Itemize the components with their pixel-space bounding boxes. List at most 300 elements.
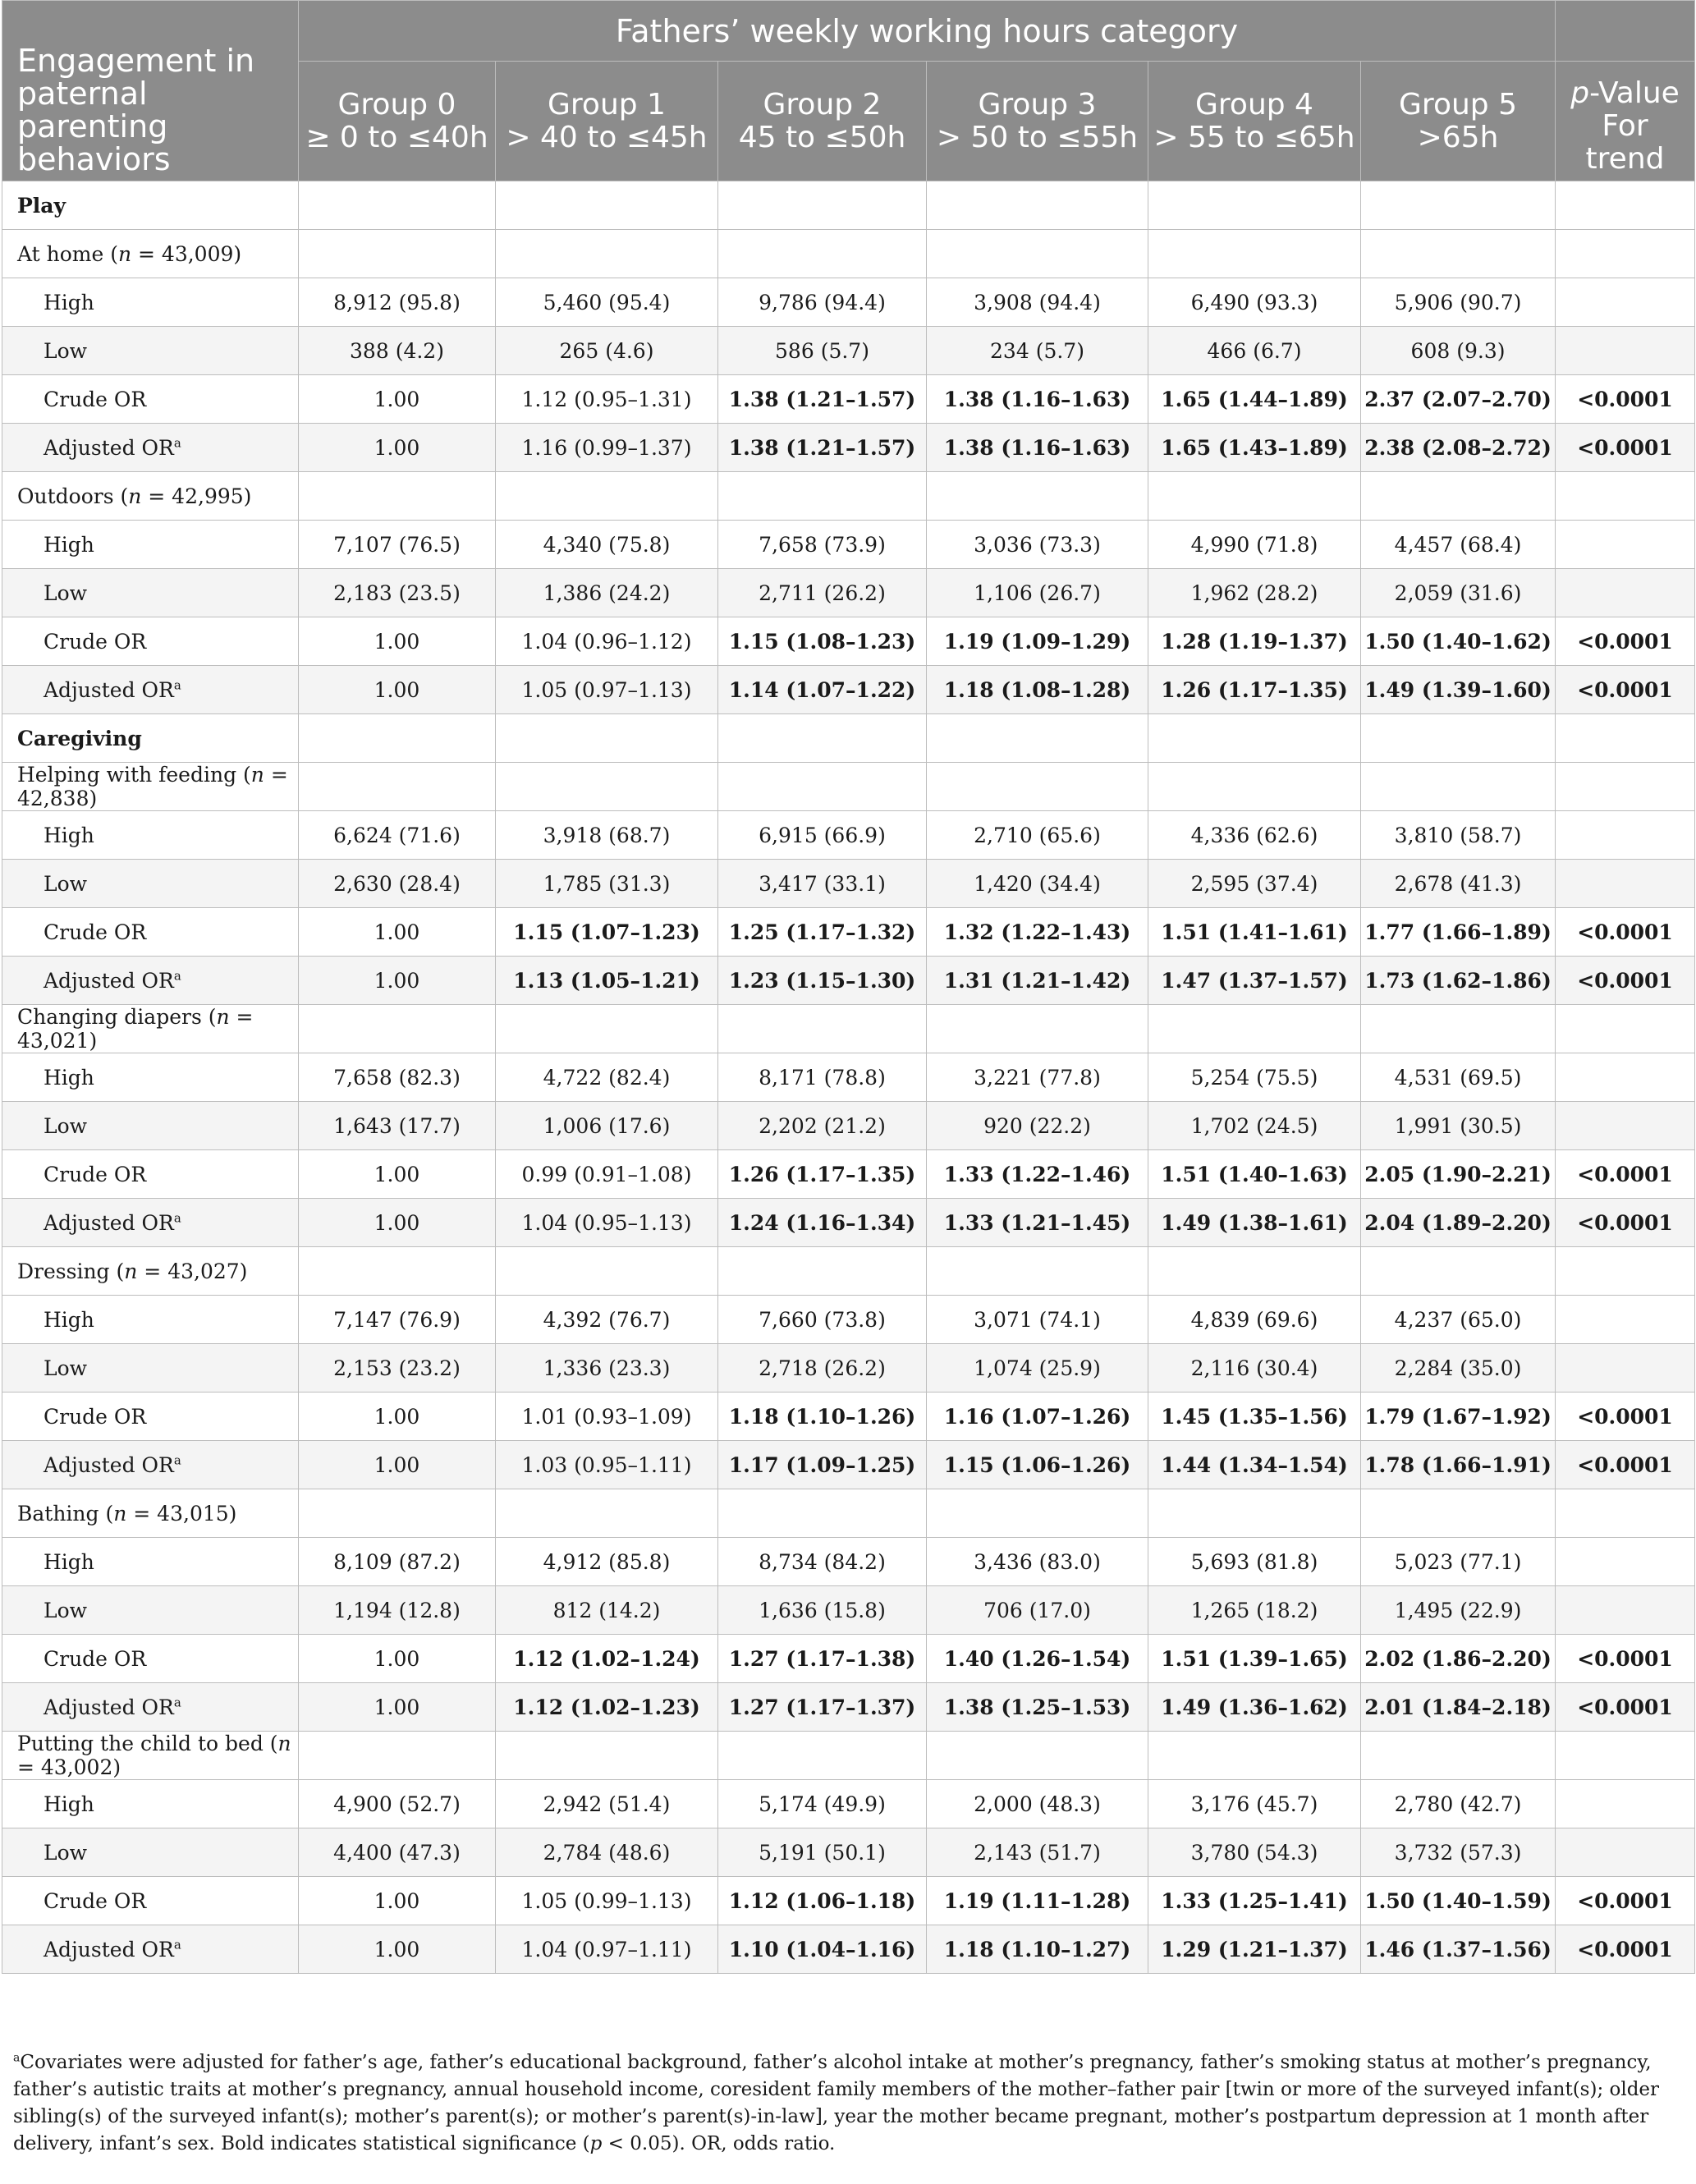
- group-3-cell: 3,436 (83.0): [927, 1538, 1148, 1586]
- p-trend-cell: [1556, 1828, 1695, 1877]
- group-5-cell: 4,237 (65.0): [1361, 1296, 1556, 1344]
- group-1-cell: 1.05 (0.99–1.13): [496, 1877, 718, 1925]
- group-1-cell: 1,785 (31.3): [496, 860, 718, 908]
- group-4-cell: 1.51 (1.39–1.65): [1148, 1635, 1361, 1683]
- group-0-cell: 1.00: [299, 1199, 496, 1247]
- empty-cell: [1148, 763, 1361, 811]
- group-0-cell: 1.00: [299, 617, 496, 666]
- row-header: Engagement in paternal parenting behaviors: [2, 1, 299, 181]
- group-2-cell: 5,174 (49.9): [718, 1780, 927, 1828]
- empty-cell: [299, 1247, 496, 1296]
- group-1-cell: 1.04 (0.96–1.12): [496, 617, 718, 666]
- group-2-cell: 2,718 (26.2): [718, 1344, 927, 1393]
- group-2-cell: 586 (5.7): [718, 327, 927, 375]
- row-label: Low: [2, 1344, 299, 1393]
- table-row: [2, 1441, 1695, 1489]
- section-row: [2, 181, 1695, 230]
- group-0-cell: 2,630 (28.4): [299, 860, 496, 908]
- group-0-cell: 4,900 (52.7): [299, 1780, 496, 1828]
- empty-cell: [718, 1732, 927, 1780]
- table-row: [2, 1877, 1695, 1925]
- group-3-cell: 3,221 (77.8): [927, 1053, 1148, 1102]
- header-blank-cell: [1556, 1, 1695, 62]
- subheading-row: [2, 1732, 1695, 1780]
- group-5-cell: 1,991 (30.5): [1361, 1102, 1556, 1150]
- group-1-cell: 1.05 (0.97–1.13): [496, 666, 718, 714]
- row-label: Adjusted $OR^a$: [2, 424, 299, 472]
- p-trend-header: p-Value For trend: [1556, 62, 1695, 181]
- p-trend-cell: <0.0001: [1556, 1635, 1695, 1683]
- group-0-cell: 1.00: [299, 1441, 496, 1489]
- group-1-cell: 5,460 (95.4): [496, 278, 718, 327]
- group-0-cell: 8,912 (95.8): [299, 278, 496, 327]
- group-4-cell: 1,702 (24.5): [1148, 1102, 1361, 1150]
- group-5-cell: 2.01 (1.84–2.18): [1361, 1683, 1556, 1732]
- table-row: [2, 278, 1695, 327]
- p-trend-cell: <0.0001: [1556, 666, 1695, 714]
- empty-cell: [1361, 763, 1556, 811]
- table-row: [2, 1199, 1695, 1247]
- group-1-cell: 812 (14.2): [496, 1586, 718, 1635]
- row-label: High: [2, 521, 299, 569]
- group-5-cell: 1.50 (1.40–1.62): [1361, 617, 1556, 666]
- row-label: Adjusted $OR^a$: [2, 1199, 299, 1247]
- table-footnote: $^a$Covariates were adjusted for father’s age, father’s educational background, father’s alcohol intake at mother’s pregnancy, father’s smoking status at mother’s pregnancy, father’s autistic traits at mother’s pregnancy, annual household income, coresident family members of the mother–father pair [twin or more of the surveyed infant(s); older sibling(s) of the surveyed infant(s); mother’s parent(s); or mother’s parent(s)-in-law], year the mother became pregnant, mother’s postpartum depression at 1 month after delivery, infant’s sex. Bold indicates statistical significance (p < 0.05). OR, odds ratio.: [13, 2051, 1660, 2154]
- subheading-row: [2, 1489, 1695, 1538]
- group-1-cell: 4,722 (82.4): [496, 1053, 718, 1102]
- subheading-label: Putting the child to bed (n = 43,002): [2, 1732, 299, 1780]
- group-3-cell: 3,036 (73.3): [927, 521, 1148, 569]
- p-trend-cell: <0.0001: [1556, 1150, 1695, 1199]
- empty-cell: [1148, 472, 1361, 521]
- group-4-cell: 3,176 (45.7): [1148, 1780, 1361, 1828]
- group-0-cell: 1.00: [299, 666, 496, 714]
- p-trend-cell: [1556, 278, 1695, 327]
- group-1-cell: 1.03 (0.95–1.11): [496, 1441, 718, 1489]
- p-trend-cell: <0.0001: [1556, 617, 1695, 666]
- subheading-row: [2, 1005, 1695, 1053]
- group-3-cell: 2,143 (51.7): [927, 1828, 1148, 1877]
- empty-cell: [1148, 1732, 1361, 1780]
- group-4-cell: 1.65 (1.44–1.89): [1148, 375, 1361, 424]
- group-3-cell: 2,000 (48.3): [927, 1780, 1148, 1828]
- group-1-cell: 4,340 (75.8): [496, 521, 718, 569]
- group-5-cell: 2,780 (42.7): [1361, 1780, 1556, 1828]
- empty-cell: [299, 181, 496, 230]
- group-5-cell: 2,284 (35.0): [1361, 1344, 1556, 1393]
- group-2-cell: 5,191 (50.1): [718, 1828, 927, 1877]
- empty-cell: [299, 1005, 496, 1053]
- group-3-cell: 706 (17.0): [927, 1586, 1148, 1635]
- group-3-cell: 1.18 (1.10–1.27): [927, 1925, 1148, 1974]
- p-trend-cell: [1556, 1296, 1695, 1344]
- table-row: [2, 617, 1695, 666]
- group-0-cell: 1.00: [299, 424, 496, 472]
- group-0-cell: 4,400 (47.3): [299, 1828, 496, 1877]
- p-trend-cell: [1556, 1344, 1695, 1393]
- group-4-cell: 3,780 (54.3): [1148, 1828, 1361, 1877]
- group-4-cell: 1.28 (1.19–1.37): [1148, 617, 1361, 666]
- empty-cell: [927, 1732, 1148, 1780]
- group-3-cell: 1.16 (1.07–1.26): [927, 1393, 1148, 1441]
- group-4-cell: 2,116 (30.4): [1148, 1344, 1361, 1393]
- group-4-cell: 1.51 (1.41–1.61): [1148, 908, 1361, 957]
- group-3-cell: 1,074 (25.9): [927, 1344, 1148, 1393]
- group-0-cell: 1.00: [299, 1393, 496, 1441]
- row-label: High: [2, 278, 299, 327]
- group-1-cell: 1.13 (1.05–1.21): [496, 957, 718, 1005]
- group-5-cell: 2.05 (1.90–2.21): [1361, 1150, 1556, 1199]
- table-row: [2, 521, 1695, 569]
- group-5-cell: 608 (9.3): [1361, 327, 1556, 375]
- group-5-cell: 4,531 (69.5): [1361, 1053, 1556, 1102]
- row-label: Crude OR: [2, 908, 299, 957]
- p-trend-cell: [1556, 860, 1695, 908]
- group-3-cell: 1.15 (1.06–1.26): [927, 1441, 1148, 1489]
- group-1-cell: 1,006 (17.6): [496, 1102, 718, 1150]
- empty-cell: [718, 714, 927, 763]
- row-label: High: [2, 1296, 299, 1344]
- group-2-cell: 2,202 (21.2): [718, 1102, 927, 1150]
- results-table: [2, 0, 1695, 1974]
- group-4-cell: 1,265 (18.2): [1148, 1586, 1361, 1635]
- table-row: [2, 1925, 1695, 1974]
- group-2-cell: 1.38 (1.21–1.57): [718, 375, 927, 424]
- table-body: [2, 181, 1695, 1974]
- empty-cell: [927, 472, 1148, 521]
- group-4-cell: 466 (6.7): [1148, 327, 1361, 375]
- group-2-cell: 7,660 (73.8): [718, 1296, 927, 1344]
- empty-cell: [496, 1005, 718, 1053]
- p-trend-cell: <0.0001: [1556, 375, 1695, 424]
- group-3-cell: 1.38 (1.25–1.53): [927, 1683, 1148, 1732]
- row-label: Low: [2, 327, 299, 375]
- table-row: [2, 1393, 1695, 1441]
- empty-cell: [927, 1005, 1148, 1053]
- group-3-cell: 920 (22.2): [927, 1102, 1148, 1150]
- group-3-cell: 1.40 (1.26–1.54): [927, 1635, 1148, 1683]
- empty-cell: [927, 230, 1148, 278]
- row-label: Adjusted $OR^a$: [2, 957, 299, 1005]
- group-4-cell: 2,595 (37.4): [1148, 860, 1361, 908]
- empty-cell: [718, 763, 927, 811]
- empty-cell: [1556, 763, 1695, 811]
- group-5-cell: 5,023 (77.1): [1361, 1538, 1556, 1586]
- row-label: High: [2, 1780, 299, 1828]
- p-trend-cell: [1556, 811, 1695, 860]
- empty-cell: [496, 472, 718, 521]
- table-row: [2, 375, 1695, 424]
- group-3-cell: 3,908 (94.4): [927, 278, 1148, 327]
- group-2-cell: 1.38 (1.21–1.57): [718, 424, 927, 472]
- empty-cell: [1148, 1489, 1361, 1538]
- empty-cell: [299, 472, 496, 521]
- group-0-header: Group 0 ≥ 0 to ≤40h: [299, 62, 496, 181]
- group-2-cell: 1.26 (1.17–1.35): [718, 1150, 927, 1199]
- group-5-cell: 2.38 (2.08–2.72): [1361, 424, 1556, 472]
- group-5-cell: 1.77 (1.66–1.89): [1361, 908, 1556, 957]
- group-4-cell: 5,693 (81.8): [1148, 1538, 1361, 1586]
- p-trend-cell: <0.0001: [1556, 1925, 1695, 1974]
- row-label: Crude OR: [2, 617, 299, 666]
- table-row: [2, 327, 1695, 375]
- group-3-cell: 1.38 (1.16–1.63): [927, 375, 1148, 424]
- p-trend-cell: <0.0001: [1556, 1393, 1695, 1441]
- group-1-cell: 1.12 (1.02–1.23): [496, 1683, 718, 1732]
- empty-cell: [1361, 714, 1556, 763]
- group-3-cell: 1,106 (26.7): [927, 569, 1148, 617]
- group-5-cell: 3,810 (58.7): [1361, 811, 1556, 860]
- table-row: [2, 957, 1695, 1005]
- row-label: Low: [2, 1828, 299, 1877]
- group-4-cell: 1.29 (1.21–1.37): [1148, 1925, 1361, 1974]
- row-label: Crude OR: [2, 1150, 299, 1199]
- group-4-cell: 4,990 (71.8): [1148, 521, 1361, 569]
- group-1-cell: 1.12 (1.02–1.24): [496, 1635, 718, 1683]
- p-trend-cell: <0.0001: [1556, 1877, 1695, 1925]
- empty-cell: [927, 763, 1148, 811]
- group-3-cell: 1.31 (1.21–1.42): [927, 957, 1148, 1005]
- group-5-cell: 3,732 (57.3): [1361, 1828, 1556, 1877]
- table-row: [2, 1828, 1695, 1877]
- subheading-row: [2, 1247, 1695, 1296]
- row-label: Adjusted $OR^a$: [2, 1441, 299, 1489]
- group-2-cell: 2,711 (26.2): [718, 569, 927, 617]
- row-label: Low: [2, 569, 299, 617]
- table-row: [2, 1683, 1695, 1732]
- section-label: Play: [2, 181, 299, 230]
- group-2-cell: 1.12 (1.06–1.18): [718, 1877, 927, 1925]
- group-1-cell: 1,336 (23.3): [496, 1344, 718, 1393]
- working-hours-span-header: Fathers’ weekly working hours category: [299, 1, 1556, 62]
- group-0-cell: 8,109 (87.2): [299, 1538, 496, 1586]
- row-label: High: [2, 1053, 299, 1102]
- empty-cell: [1361, 181, 1556, 230]
- empty-cell: [1148, 714, 1361, 763]
- table-row: [2, 1053, 1695, 1102]
- group-0-cell: 7,147 (76.9): [299, 1296, 496, 1344]
- empty-cell: [718, 181, 927, 230]
- group-2-cell: 1.25 (1.17–1.32): [718, 908, 927, 957]
- group-4-cell: 5,254 (75.5): [1148, 1053, 1361, 1102]
- group-0-cell: 6,624 (71.6): [299, 811, 496, 860]
- group-4-cell: 4,336 (62.6): [1148, 811, 1361, 860]
- group-4-cell: 1.49 (1.38–1.61): [1148, 1199, 1361, 1247]
- group-2-cell: 1,636 (15.8): [718, 1586, 927, 1635]
- group-3-cell: 1.19 (1.11–1.28): [927, 1877, 1148, 1925]
- group-2-cell: 1.18 (1.10–1.26): [718, 1393, 927, 1441]
- row-label: Crude OR: [2, 1635, 299, 1683]
- group-5-cell: 4,457 (68.4): [1361, 521, 1556, 569]
- group-0-cell: 2,153 (23.2): [299, 1344, 496, 1393]
- group-0-cell: 388 (4.2): [299, 327, 496, 375]
- group-5-cell: 1.49 (1.39–1.60): [1361, 666, 1556, 714]
- group-1-cell: 2,784 (48.6): [496, 1828, 718, 1877]
- empty-cell: [1556, 1489, 1695, 1538]
- group-2-cell: 1.15 (1.08–1.23): [718, 617, 927, 666]
- group-3-cell: 1.18 (1.08–1.28): [927, 666, 1148, 714]
- subheading-label: Changing diapers (n = 43,021): [2, 1005, 299, 1053]
- group-2-cell: 1.27 (1.17–1.38): [718, 1635, 927, 1683]
- empty-cell: [1556, 714, 1695, 763]
- empty-cell: [299, 1489, 496, 1538]
- row-label: Adjusted $OR^a$: [2, 1683, 299, 1732]
- empty-cell: [927, 1247, 1148, 1296]
- group-1-cell: 3,918 (68.7): [496, 811, 718, 860]
- row-label: Low: [2, 860, 299, 908]
- empty-cell: [927, 1489, 1148, 1538]
- p-trend-cell: [1556, 1053, 1695, 1102]
- group-1-cell: 4,912 (85.8): [496, 1538, 718, 1586]
- row-label: Adjusted $OR^a$: [2, 1925, 299, 1974]
- group-0-cell: 1,194 (12.8): [299, 1586, 496, 1635]
- p-trend-cell: [1556, 521, 1695, 569]
- group-3-cell: 1.33 (1.21–1.45): [927, 1199, 1148, 1247]
- group-1-cell: 1.01 (0.93–1.09): [496, 1393, 718, 1441]
- group-5-cell: 1.46 (1.37–1.56): [1361, 1925, 1556, 1974]
- empty-cell: [496, 230, 718, 278]
- empty-cell: [1556, 1005, 1695, 1053]
- subheading-row: [2, 763, 1695, 811]
- empty-cell: [718, 1247, 927, 1296]
- group-4-cell: 1.65 (1.43–1.89): [1148, 424, 1361, 472]
- group-0-cell: 1.00: [299, 1925, 496, 1974]
- group-4-cell: 1.47 (1.37–1.57): [1148, 957, 1361, 1005]
- group-4-header: Group 4 > 55 to ≤65h: [1148, 62, 1361, 181]
- group-1-cell: 2,942 (51.4): [496, 1780, 718, 1828]
- table-row: [2, 1102, 1695, 1150]
- group-5-cell: 2,678 (41.3): [1361, 860, 1556, 908]
- p-trend-cell: <0.0001: [1556, 1683, 1695, 1732]
- group-4-cell: 6,490 (93.3): [1148, 278, 1361, 327]
- group-3-cell: 1.33 (1.22–1.46): [927, 1150, 1148, 1199]
- table-row: [2, 1586, 1695, 1635]
- group-2-cell: 1.23 (1.15–1.30): [718, 957, 927, 1005]
- header-row-1: [2, 1, 1695, 62]
- row-label: Low: [2, 1102, 299, 1150]
- empty-cell: [718, 472, 927, 521]
- empty-cell: [1556, 472, 1695, 521]
- group-4-cell: 1,962 (28.2): [1148, 569, 1361, 617]
- group-0-cell: 1.00: [299, 908, 496, 957]
- group-1-header: Group 1 > 40 to ≤45h: [496, 62, 718, 181]
- group-5-cell: 1.79 (1.67–1.92): [1361, 1393, 1556, 1441]
- empty-cell: [1556, 181, 1695, 230]
- row-label: Adjusted $OR^a$: [2, 666, 299, 714]
- group-4-cell: 1.44 (1.34–1.54): [1148, 1441, 1361, 1489]
- group-3-cell: 1.32 (1.22–1.43): [927, 908, 1148, 957]
- group-2-cell: 7,658 (73.9): [718, 521, 927, 569]
- empty-cell: [1148, 230, 1361, 278]
- empty-cell: [496, 1247, 718, 1296]
- group-3-cell: 1.19 (1.09–1.29): [927, 617, 1148, 666]
- subheading-label: Bathing (n = 43,015): [2, 1489, 299, 1538]
- group-4-cell: 1.45 (1.35–1.56): [1148, 1393, 1361, 1441]
- group-3-cell: 1.38 (1.16–1.63): [927, 424, 1148, 472]
- group-2-header: Group 2 45 to ≤50h: [718, 62, 927, 181]
- empty-cell: [1148, 1005, 1361, 1053]
- group-2-cell: 1.17 (1.09–1.25): [718, 1441, 927, 1489]
- p-trend-cell: [1556, 569, 1695, 617]
- empty-cell: [299, 230, 496, 278]
- group-5-cell: 2.37 (2.07–2.70): [1361, 375, 1556, 424]
- p-trend-cell: <0.0001: [1556, 908, 1695, 957]
- group-0-cell: 1.00: [299, 957, 496, 1005]
- group-5-cell: 1.73 (1.62–1.86): [1361, 957, 1556, 1005]
- group-2-cell: 1.14 (1.07–1.22): [718, 666, 927, 714]
- empty-cell: [299, 1732, 496, 1780]
- table-row: [2, 424, 1695, 472]
- table-row: [2, 666, 1695, 714]
- empty-cell: [1361, 1247, 1556, 1296]
- empty-cell: [299, 714, 496, 763]
- empty-cell: [718, 1005, 927, 1053]
- row-label: Crude OR: [2, 1877, 299, 1925]
- row-label: High: [2, 811, 299, 860]
- empty-cell: [496, 763, 718, 811]
- subheading-row: [2, 230, 1695, 278]
- group-4-cell: 1.26 (1.17–1.35): [1148, 666, 1361, 714]
- group-2-cell: 3,417 (33.1): [718, 860, 927, 908]
- table-row: [2, 569, 1695, 617]
- group-5-header: Group 5 >65h: [1361, 62, 1556, 181]
- group-1-cell: 1,386 (24.2): [496, 569, 718, 617]
- group-0-cell: 1.00: [299, 1877, 496, 1925]
- group-1-cell: 1.16 (0.99–1.37): [496, 424, 718, 472]
- group-1-cell: 1.04 (0.95–1.13): [496, 1199, 718, 1247]
- group-1-cell: 265 (4.6): [496, 327, 718, 375]
- group-1-cell: 4,392 (76.7): [496, 1296, 718, 1344]
- group-2-cell: 9,786 (94.4): [718, 278, 927, 327]
- p-trend-cell: <0.0001: [1556, 424, 1695, 472]
- group-0-cell: 1.00: [299, 1150, 496, 1199]
- empty-cell: [1148, 1247, 1361, 1296]
- section-row: [2, 714, 1695, 763]
- group-2-cell: 6,915 (66.9): [718, 811, 927, 860]
- p-trend-cell: <0.0001: [1556, 1199, 1695, 1247]
- table-row: [2, 1296, 1695, 1344]
- group-3-cell: 1,420 (34.4): [927, 860, 1148, 908]
- empty-cell: [927, 181, 1148, 230]
- empty-cell: [1361, 472, 1556, 521]
- group-5-cell: 1,495 (22.9): [1361, 1586, 1556, 1635]
- empty-cell: [299, 763, 496, 811]
- group-5-cell: 1.50 (1.40–1.59): [1361, 1877, 1556, 1925]
- group-3-cell: 2,710 (65.6): [927, 811, 1148, 860]
- table-row: [2, 1635, 1695, 1683]
- empty-cell: [1361, 1489, 1556, 1538]
- group-4-cell: 1.49 (1.36–1.62): [1148, 1683, 1361, 1732]
- empty-cell: [1361, 1732, 1556, 1780]
- row-label: Crude OR: [2, 1393, 299, 1441]
- group-3-header: Group 3 > 50 to ≤55h: [927, 62, 1148, 181]
- p-trend-cell: <0.0001: [1556, 1441, 1695, 1489]
- group-0-cell: 1.00: [299, 375, 496, 424]
- group-2-cell: 1.10 (1.04–1.16): [718, 1925, 927, 1974]
- group-0-cell: 1.00: [299, 1635, 496, 1683]
- group-2-cell: 8,171 (78.8): [718, 1053, 927, 1102]
- group-3-cell: 3,071 (74.1): [927, 1296, 1148, 1344]
- p-trend-cell: [1556, 327, 1695, 375]
- table-row: [2, 811, 1695, 860]
- group-5-cell: 5,906 (90.7): [1361, 278, 1556, 327]
- empty-cell: [927, 714, 1148, 763]
- p-trend-cell: [1556, 1586, 1695, 1635]
- subheading-label: At home (n = 43,009): [2, 230, 299, 278]
- empty-cell: [718, 1489, 927, 1538]
- group-0-cell: 2,183 (23.5): [299, 569, 496, 617]
- empty-cell: [496, 181, 718, 230]
